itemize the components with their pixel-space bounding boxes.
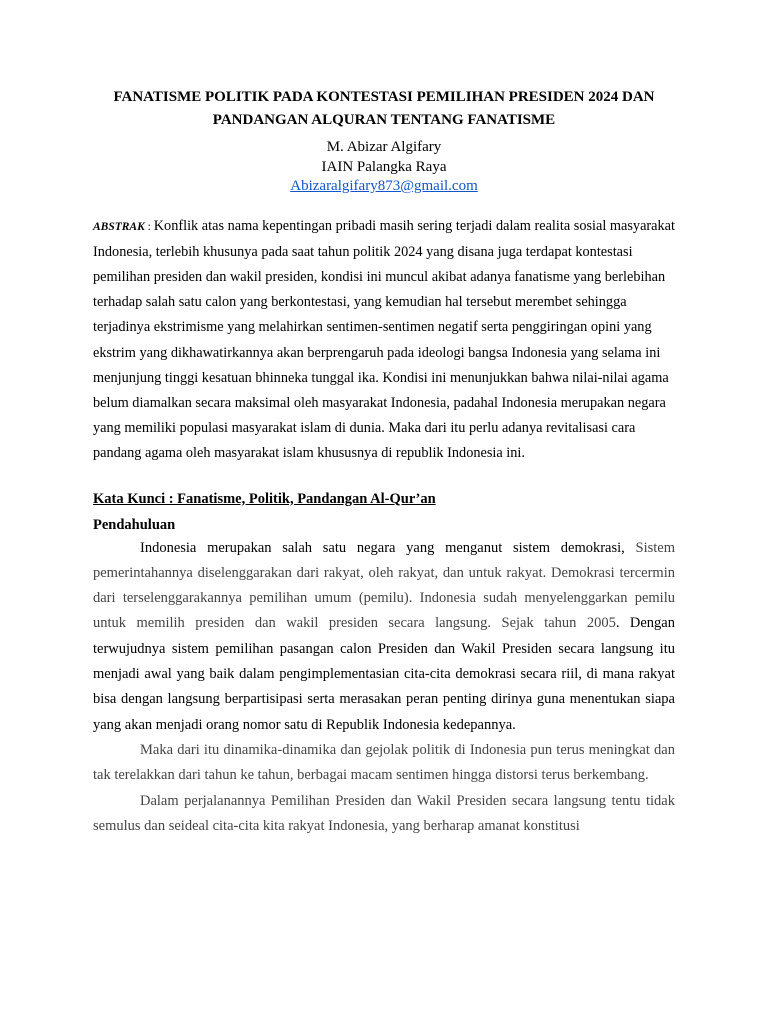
document-page [93, 86, 675, 839]
section-heading-pendahuluan: Pendahuluan [93, 516, 176, 533]
paragraph-1 [93, 536, 675, 738]
paper-title-line-2: PANDANGAN ALQURAN TENTANG FANATISME [212, 112, 556, 128]
abstract-label: ABSTRAK [93, 220, 145, 233]
paragraph-1-part-b: Sistem pemerintahannya diselenggarakan dari rakyat, oleh rakyat, dan untuk rakyat. Demokrasi tercermin dari terselenggarakannya pemilihan umum (pemilu). Indonesia sudah menyelenggarkan pemilu untuk memilih presiden dan wakil presiden secara langsung. Sejak tahun 2005 [93, 539, 675, 632]
author-email-link[interactable]: Abizaralgifary873@gmail.com [290, 178, 478, 194]
keywords: Kata Kunci : Fanatisme, Politik, Pandangan Al-Qur’an [93, 490, 436, 507]
paper-title-line-1: FANATISME POLITIK PADA KONTESTASI PEMILIHAN PRESIDEN 2024 DAN [113, 89, 655, 105]
abstract-colon: : [144, 220, 154, 233]
paragraph-3: Dalam perjalanannya Pemilihan Presiden dan Wakil Presiden secara langsung tentu tidak semulus dan seideal cita-cita kita rakyat Indonesia, yang berharap amanat konstitusi [93, 792, 675, 834]
author-email-line [93, 177, 675, 197]
paragraph-1-part-c: . Dengan terwujudnya sistem pemilihan pasangan calon Presiden dan Wakil Presiden secara langsung itu menjadi awal yang baik dalam pengimplementasian cita-cita demokrasi secara riil, di mana rakyat bisa dengan langsung berpartisipasi serta merasakan peran penting dirinya guna menentukan siapa yang akan menjadi orang nomor satu di Republik Indonesia kedepannya. [93, 615, 675, 733]
author-affiliation: IAIN Palangka Raya [321, 158, 447, 175]
abstract [93, 214, 675, 467]
paragraph-2: Maka dari itu dinamika-dinamika dan gejolak politik di Indonesia pun terus meningkat dan tak terelakkan dari tahun ke tahun, berbagai macam sentimen hingga distorsi terus berkembang. [93, 741, 675, 784]
author-name: M. Abizar Algifary [326, 139, 442, 155]
abstract-text: Konflik atas nama kepentingan pribadi masih sering terjadi dalam realita sosial masyarakat Indonesia, terlebih khusunya pada saat tahun politik 2024 yang disana juga terdapat kontestasi pemilihan presiden dan wakil presiden, kondisi ini muncul akibat adanya fanatisme yang berlebihan terhadap salah satu calon yang berkontestasi, yang kemudian hal tersebut merembet sehingga terjadinya ekstrimisme yang melahirkan sentimen-sentimen negatif serta penggiringan opini yang ekstrim yang dikhawatirkannya akan berprengaruh pada ideologi bangsa Indonesia yang selama ini menjunjung tinggi kesatuan bhinneka tunggal ika. Kondisi ini menunjukkan bahwa nilai-nilai agama belum diamalkan secara maksimal oleh masyarakat Indonesia, padahal Indonesia merupakan negara yang memiliki populasi masyarakat islam di dunia. Maka dari itu perlu adanya revitalisasi cara pandang agama oleh masyarakat islam khususnya di republik Indonesia ini. [93, 217, 675, 462]
paragraph-1-part-a: Indonesia merupakan salah satu negara yang menganut sistem demokrasi, [140, 539, 636, 556]
